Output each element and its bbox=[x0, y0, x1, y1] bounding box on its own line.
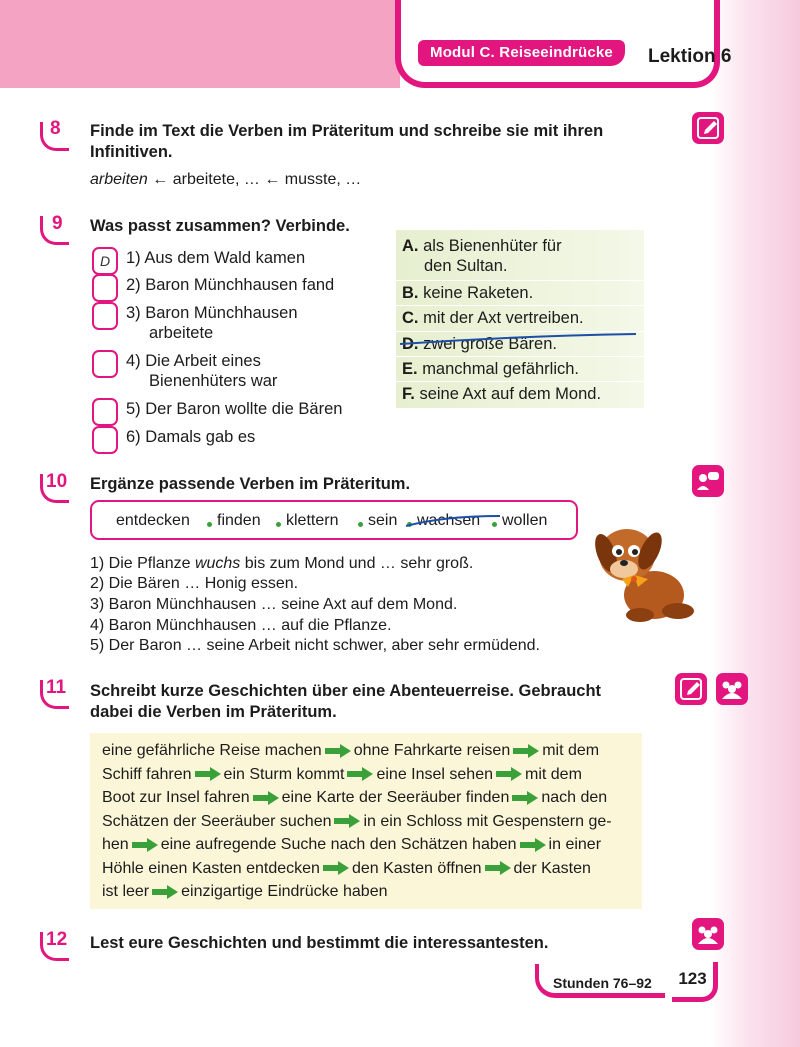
word-bank-item: wollen bbox=[502, 512, 548, 529]
match-left-item: 5) Der Baron wollte die Bären bbox=[126, 400, 343, 418]
match-left-item: 6) Damals gab es bbox=[126, 428, 256, 446]
arrow-right-icon bbox=[151, 885, 179, 899]
story-phrase: hen bbox=[102, 836, 129, 853]
match-letter: A. bbox=[402, 237, 419, 255]
story-phrase: einzigartige Eindrücke haben bbox=[181, 883, 388, 900]
answer-separator bbox=[396, 305, 644, 306]
story-line bbox=[102, 835, 601, 855]
task-11-title-line1: Schreibt kurze Geschichten über eine Abenteuerreise. Gebraucht bbox=[90, 682, 602, 700]
task-10-number: 10 bbox=[46, 471, 68, 492]
story-phrase: eine Karte der Seeräuber finden bbox=[281, 789, 510, 806]
match-letter: B. bbox=[402, 284, 419, 302]
strike-mark bbox=[404, 510, 504, 530]
story-phrase: der Kasten bbox=[513, 859, 591, 877]
group-icon bbox=[716, 673, 748, 705]
page-edge-strip bbox=[710, 0, 800, 1047]
arrow-right-icon bbox=[324, 744, 352, 758]
word-separator-dot bbox=[276, 522, 281, 527]
arrow-right-icon bbox=[519, 838, 547, 852]
task-8-title-line2: Infinitiven. bbox=[90, 143, 173, 161]
task-10-sentence-1 bbox=[90, 555, 473, 573]
pencil-icon bbox=[692, 112, 724, 144]
sentence-1-b: bis zum Mond und … sehr groß. bbox=[240, 555, 474, 572]
word-bank bbox=[90, 500, 578, 540]
story-phrase: eine gefährliche Reise machen bbox=[102, 742, 322, 759]
strike-mark bbox=[396, 330, 644, 350]
match-answer-box[interactable] bbox=[92, 426, 118, 454]
match-letter: F. bbox=[402, 385, 415, 403]
word-bank-item: entdecken bbox=[116, 512, 190, 529]
match-left-item: 3) Baron Münchhausen bbox=[126, 304, 298, 322]
match-left-item: 2) Baron Münchhausen fand bbox=[126, 276, 335, 294]
story-line bbox=[102, 741, 599, 761]
match-right-item bbox=[402, 384, 601, 404]
story-phrase: den Kasten öffnen bbox=[351, 859, 482, 877]
arrow-right-icon bbox=[252, 791, 280, 805]
modul-badge: Modul C. Reiseeindrücke bbox=[418, 40, 625, 66]
task-8-example bbox=[90, 171, 361, 189]
match-letter: D. bbox=[402, 335, 419, 353]
word-bank-item: klettern bbox=[286, 512, 339, 529]
task-8-number: 8 bbox=[50, 118, 61, 139]
match-left-item: 1) Aus dem Wald kamen bbox=[126, 249, 306, 267]
task-11-number: 11 bbox=[46, 677, 67, 698]
story-phrase: Boot zur Insel fahren bbox=[102, 789, 250, 806]
match-right-item bbox=[402, 359, 579, 379]
sentence-1-answer: wuchs bbox=[194, 555, 241, 572]
example-forms: ← arbeitete, … ← musste, … bbox=[147, 171, 362, 188]
arrow-right-icon bbox=[333, 814, 361, 828]
story-phrase: eine Insel sehen bbox=[376, 765, 493, 783]
match-right-item-cont: den Sultan. bbox=[424, 257, 508, 275]
answers-box bbox=[396, 230, 644, 408]
task-10-sentence-3: 3) Baron Münchhausen … seine Axt auf dem Mond. bbox=[90, 596, 458, 613]
speech-bubble-icon bbox=[692, 465, 724, 497]
task-11-title-line2: dabei die Verben im Präteritum. bbox=[90, 703, 337, 721]
example-infinitive: arbeiten bbox=[90, 171, 148, 188]
task-12-number: 12 bbox=[46, 929, 68, 950]
arrow-right-icon bbox=[512, 744, 540, 758]
task-12-title: Lest eure Geschichten und bestimmt die interessantesten. bbox=[90, 934, 549, 952]
story-line bbox=[102, 765, 582, 785]
lesson-hours: Stunden 76–92 bbox=[553, 975, 652, 991]
story-line bbox=[102, 788, 607, 808]
word-bank-item: sein bbox=[368, 512, 398, 529]
story-line bbox=[102, 812, 612, 832]
story-line bbox=[102, 882, 387, 902]
match-left-item-cont: Bienenhüters war bbox=[149, 372, 278, 390]
story-phrase: Höhle einen Kasten entdecken bbox=[102, 859, 320, 877]
task-10-sentence-2: 2) Die Bären … Honig essen. bbox=[90, 575, 299, 592]
story-phrase: Schätzen der Seeräuber suchen bbox=[102, 812, 332, 830]
match-answer-box[interactable] bbox=[92, 302, 118, 330]
arrow-right-icon bbox=[511, 791, 539, 805]
header-band bbox=[0, 0, 400, 88]
arrow-right-icon bbox=[131, 838, 159, 852]
story-box bbox=[90, 733, 642, 909]
match-left-item-cont: arbeitete bbox=[149, 324, 214, 342]
match-answer-box[interactable] bbox=[92, 274, 118, 302]
task-9-title: Was passt zusammen? Verbinde. bbox=[90, 217, 350, 235]
match-right-text: als Bienenhüter für bbox=[423, 237, 562, 255]
task-9-number: 9 bbox=[52, 213, 63, 234]
match-answer-box[interactable] bbox=[92, 398, 118, 426]
puppy-illustration bbox=[582, 515, 702, 625]
story-phrase: ist leer bbox=[102, 883, 150, 900]
match-right-text: zwei große Bären. bbox=[423, 335, 557, 353]
arrow-right-icon bbox=[346, 767, 374, 781]
match-letter: C. bbox=[402, 309, 419, 327]
story-phrase: ohne Fahrkarte reisen bbox=[353, 742, 511, 759]
story-phrase: eine aufregende Suche nach den Schätzen haben bbox=[160, 836, 517, 853]
task-10-title: Ergänze passende Verben im Präteritum. bbox=[90, 475, 411, 493]
match-answer-box[interactable] bbox=[92, 350, 118, 378]
story-line bbox=[102, 859, 591, 879]
match-right-text: seine Axt auf dem Mond. bbox=[419, 385, 602, 403]
match-right-item bbox=[402, 236, 562, 256]
story-phrase: mit dem bbox=[525, 765, 582, 783]
match-right-text: manchmal gefährlich. bbox=[422, 360, 580, 378]
story-phrase: in ein Schloss mit Gespenstern ge- bbox=[363, 812, 612, 830]
match-right-item bbox=[402, 308, 584, 328]
match-answer-box[interactable]: D bbox=[92, 247, 118, 275]
word-separator-dot bbox=[358, 522, 363, 527]
word-bank-item: wachsen bbox=[417, 512, 481, 529]
match-right-text: mit der Axt vertreiben. bbox=[423, 309, 584, 327]
arrow-right-icon bbox=[194, 767, 222, 781]
page-number: 123 bbox=[672, 962, 718, 1002]
story-phrase: ein Sturm kommt bbox=[223, 765, 345, 783]
task-10-sentence-5: 5) Der Baron … seine Arbeit nicht schwer, aber sehr ermüdend. bbox=[90, 637, 540, 654]
story-phrase: nach den bbox=[541, 789, 608, 806]
lektion-label: Lektion 6 bbox=[648, 46, 732, 67]
story-phrase: in einer bbox=[548, 836, 602, 853]
task-8-title-line1: Finde im Text die Verben im Präteritum und schreibe sie mit ihren bbox=[90, 122, 604, 140]
match-left-item: 4) Die Arbeit eines bbox=[126, 352, 261, 370]
group-icon bbox=[692, 918, 724, 950]
answer-separator bbox=[396, 381, 644, 382]
arrow-right-icon bbox=[322, 861, 350, 875]
match-right-text: keine Raketen. bbox=[423, 284, 534, 302]
story-phrase: mit dem bbox=[542, 742, 600, 759]
story-phrase: Schiff fahren bbox=[102, 765, 192, 783]
answer-separator bbox=[396, 356, 644, 357]
sentence-1-a: 1) Die Pflanze bbox=[90, 555, 195, 572]
arrow-right-icon bbox=[484, 861, 512, 875]
match-right-item bbox=[402, 283, 533, 303]
word-bank-item: finden bbox=[217, 512, 261, 529]
word-separator-dot bbox=[207, 522, 212, 527]
task-10-sentence-4: 4) Baron Münchhausen … auf die Pflanze. bbox=[90, 617, 392, 634]
match-letter: E. bbox=[402, 360, 418, 378]
answer-separator bbox=[396, 280, 644, 281]
pencil-icon bbox=[675, 673, 707, 705]
arrow-right-icon bbox=[495, 767, 523, 781]
